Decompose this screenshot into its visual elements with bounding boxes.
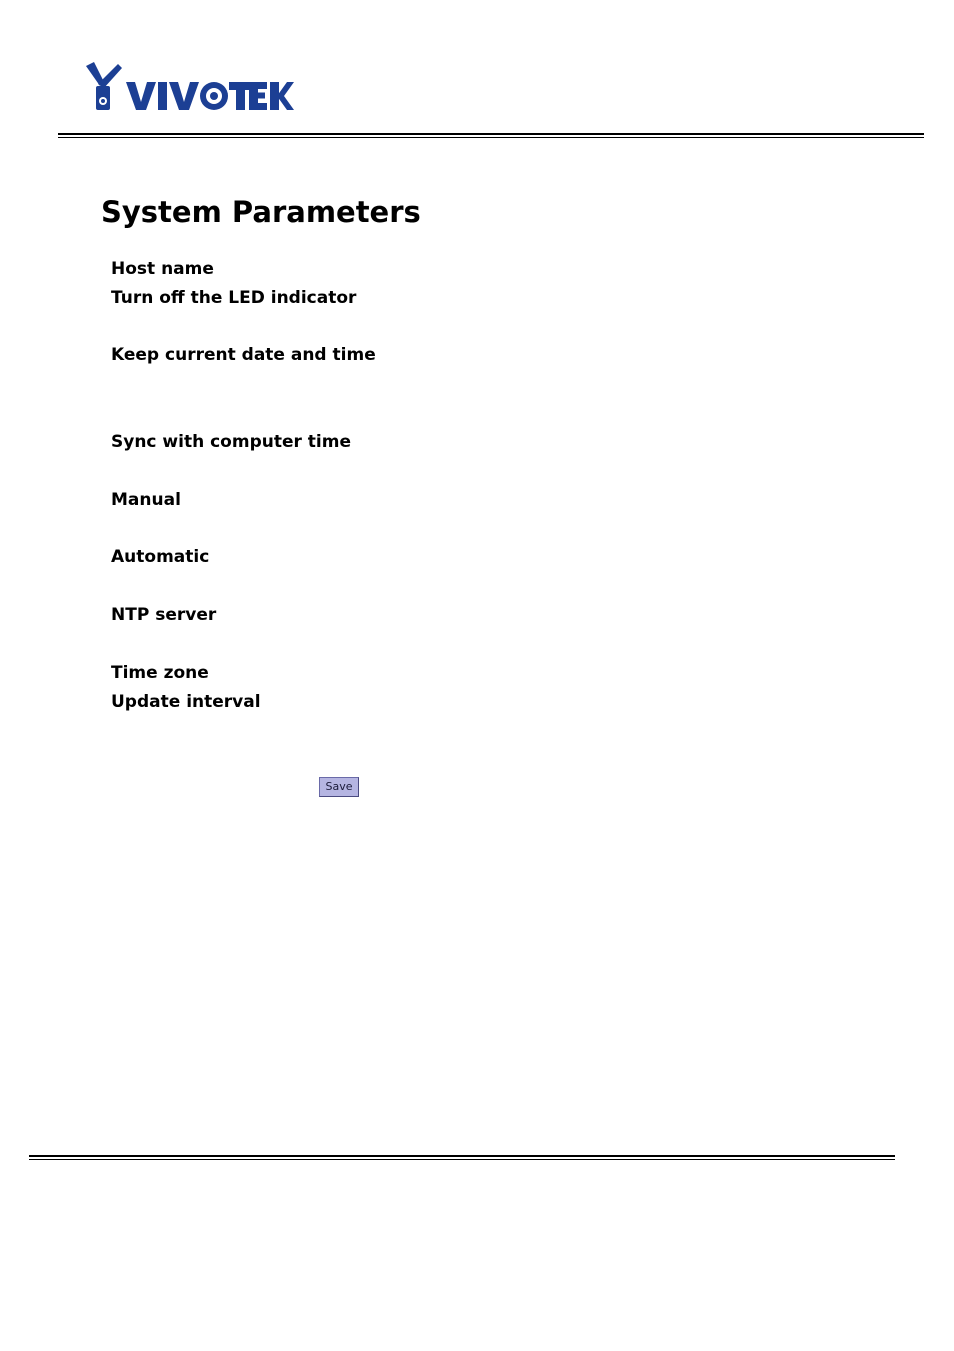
time-zone-label: Time zone: [111, 663, 209, 683]
manual-label: Manual: [111, 490, 181, 510]
vivotek-logo: [84, 60, 294, 114]
header-divider: [58, 133, 924, 138]
update-interval-label: Update interval: [111, 692, 261, 712]
sync-computer-time-label: Sync with computer time: [111, 432, 352, 452]
vivotek-antenna-icon: [86, 62, 122, 110]
keep-current-time-label: Keep current date and time: [111, 345, 376, 365]
page-title: System Parameters: [101, 195, 421, 229]
ntp-server-label: NTP server: [111, 605, 217, 625]
save-button[interactable]: Save: [319, 777, 359, 797]
vivotek-wordmark: [126, 82, 294, 110]
automatic-label: Automatic: [111, 547, 210, 567]
footer-divider: [29, 1155, 895, 1160]
led-indicator-label: Turn off the LED indicator: [111, 288, 357, 308]
host-name-label: Host name: [111, 259, 214, 279]
